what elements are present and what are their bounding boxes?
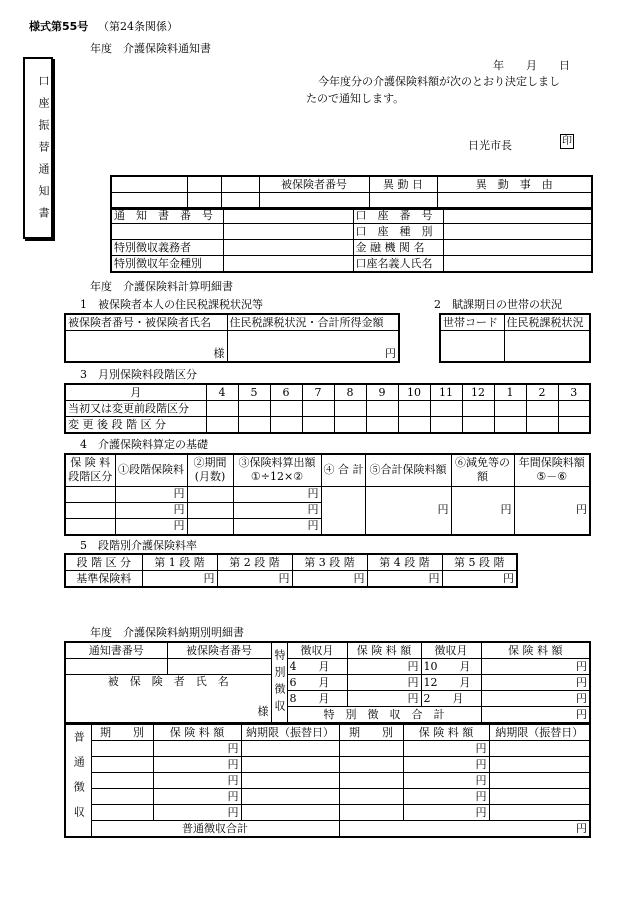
grade-cell[interactable] [526,417,558,434]
month-r: 12 月 [421,675,481,691]
grade-cell[interactable] [302,401,334,417]
normal-collection-cell[interactable] [91,773,153,789]
grade-cell[interactable] [334,401,366,417]
month-l: 6 月 [287,675,347,691]
section4-title: 4 介護保険料算定の基礎 [80,438,208,451]
due-date-header-2: 納期限（振替日） [489,724,590,741]
grade-cell[interactable] [302,417,334,434]
tax-status-table [64,313,400,363]
annual-premium-cell[interactable]: 円 [514,486,590,535]
normal-collection-cell[interactable]: 円 [153,773,241,789]
normal-collection-cell[interactable]: 円 [153,789,241,805]
grade-cell[interactable] [238,417,270,434]
s4-header-3: ③保険料算出額 ①÷12×② [233,454,321,486]
calc-title: 年度 介護保険料計算明細書 [90,280,233,293]
amount-cell[interactable]: 円 [481,691,590,707]
insured-name-label: 被 保 険 者 氏 名 [107,675,229,688]
grade-cell[interactable] [398,401,430,417]
notice-info-table [110,175,593,210]
honorific: 様 [257,705,269,718]
grade-cell[interactable] [430,401,462,417]
rate-cell[interactable]: 円 [142,571,217,588]
normal-collection-cell[interactable] [489,789,590,805]
month-2: 2 [526,384,558,401]
month-1: 1 [494,384,526,401]
amount-header: 保 険 料 額 [347,642,421,659]
account-info-table [110,207,593,273]
normal-collection-cell[interactable] [339,757,403,773]
pension-type-value[interactable] [223,256,353,273]
amount-header-2: 保 険 料 額 [481,642,590,659]
notice-no-value[interactable] [223,208,353,224]
notice-text-2: たので通知します。 [306,92,405,105]
calc-basis-table [64,453,591,536]
special-collection-table [64,641,591,724]
calc-amount-cell[interactable]: 円 [233,502,321,518]
initial-grade-label: 当初又は変更前段階区分 [65,401,206,417]
mayor-label: 日光市長 [468,139,512,152]
form-reference: （第24条関係） [98,20,178,33]
s5-header-3: 第 3 段 階 [292,554,367,571]
grade-premium-cell[interactable]: 円 [115,486,187,502]
withholder-value[interactable] [223,240,353,256]
notice-no-header: 通知書番号 [65,642,167,659]
section5-title: 5 段階別介護保険料率 [80,539,197,552]
month-4: 4 [206,384,238,401]
grade-cell[interactable] [238,401,270,417]
s4-header-4: ④ 合 計 [321,454,365,486]
grade-cell[interactable] [462,401,494,417]
month-5: 5 [238,384,270,401]
normal-collection-cell[interactable]: 円 [403,789,489,805]
normal-collection-cell[interactable] [489,741,590,757]
month-8: 8 [334,384,366,401]
grade-cell[interactable] [462,417,494,434]
pension-type-label: 特別徴収年金種別 [111,256,223,273]
form-number: 様式第55号 [29,20,89,33]
normal-collection-cell[interactable] [91,789,153,805]
normal-collection-cell[interactable] [489,757,590,773]
grade-cell[interactable] [270,417,302,434]
grade-cell[interactable] [206,417,238,434]
change-reason-header: 異 動 事 由 [437,176,592,193]
section2-title: 2 賦課期日の世帯の状況 [434,298,562,311]
side-label-box [23,57,53,239]
normal-collection-cell[interactable] [241,741,339,757]
calc-amount-cell[interactable]: 円 [233,518,321,535]
normal-collection-cell[interactable] [489,773,590,789]
normal-collection-cell[interactable]: 円 [403,741,489,757]
side-label: 口座振替通知書 [37,75,50,229]
household-code-value[interactable] [440,331,504,363]
s1-name-cell[interactable] [65,331,227,363]
s4-header-5: ⑤合計保険料額 [365,454,451,486]
normal-collection-cell[interactable] [241,789,339,805]
grade-cell[interactable] [334,417,366,434]
rate-table [64,553,518,588]
total-premium-cell[interactable]: 円 [365,486,451,535]
section3-title: 3 月別保険料段階区分 [80,368,197,381]
grade-premium-cell[interactable]: 円 [115,502,187,518]
total-cell[interactable] [321,486,365,535]
changed-grade-label: 変 更 後 段 階 区 分 [65,417,206,434]
normal-collection-cell[interactable]: 円 [153,805,241,821]
payment-title: 年度 介護保険料納期別明細書 [90,626,244,639]
normal-collection-cell[interactable] [91,741,153,757]
month-12: 12 [462,384,494,401]
amount-cell[interactable]: 円 [347,659,421,675]
seal-box: 印 [562,136,572,147]
special-total-value[interactable]: 円 [481,707,590,724]
collect-month-header: 徴収月 [287,642,347,659]
normal-collection-cell[interactable]: 円 [403,757,489,773]
normal-collection-cell[interactable] [91,805,153,821]
amount-cell[interactable]: 円 [347,691,421,707]
normal-collection-cell[interactable]: 円 [153,741,241,757]
normal-collection-cell[interactable]: 円 [403,773,489,789]
collect-month-header-2: 徴収月 [421,642,481,659]
normal-collection-cell[interactable] [339,773,403,789]
account-holder-label: 口座名義人氏名 [353,256,443,273]
period-cell[interactable] [187,502,233,518]
month-l: 8 月 [287,691,347,707]
grade-cell[interactable] [270,401,302,417]
normal-collection-label: 普通徴収 [72,730,86,831]
amount-cell[interactable]: 円 [347,675,421,691]
change-date-header: 異 動 日 [369,176,437,193]
s4-header-6: ⑥減免等の 額 [451,454,514,486]
s4-header-7: 年間保険料額 ⑤－⑥ [514,454,590,486]
insured-no-header: 被保険者番号 [167,642,271,659]
month-7: 7 [302,384,334,401]
s1-header-name: 被保険者番号・被保険者氏名 [65,314,227,331]
month-r: 2 月 [421,691,481,707]
calc-amount-cell[interactable]: 円 [233,486,321,502]
normal-total-value[interactable]: 円 [339,821,590,838]
s5-header-2: 第 2 段 階 [217,554,292,571]
amount-cell[interactable]: 円 [481,659,590,675]
grade-cell[interactable] [366,401,398,417]
normal-collection-cell[interactable] [241,757,339,773]
month-r: 10 月 [421,659,481,675]
notice-no-label: 通 知 書 番 号 [111,208,223,224]
month-11: 11 [430,384,462,401]
month-l: 4 月 [287,659,347,675]
normal-collection-cell[interactable] [339,741,403,757]
s5-header-0: 段 階 区 分 [65,554,142,571]
grade-cell[interactable] [526,401,558,417]
account-number-value[interactable] [443,208,592,224]
month-3: 3 [558,384,590,401]
period-cell[interactable] [187,518,233,535]
s5-header-5: 第 5 段 階 [442,554,517,571]
bank-name-value[interactable] [443,240,592,256]
household-table [439,313,591,363]
special-collection-label: 特別徴収 [273,648,286,717]
notice-no-value[interactable] [65,659,167,675]
withholder-label: 特別徴収義務者 [111,240,223,256]
grade-cell[interactable] [494,401,526,417]
insured-number-header: 被保険者番号 [259,176,369,193]
period-header-2: 期 別 [339,724,403,741]
standard-premium-label: 基準保険料 [65,571,142,588]
normal-collection-cell[interactable] [241,773,339,789]
rate-cell[interactable]: 円 [367,571,442,588]
account-number-label: 口 座 番 号 [353,208,443,224]
account-holder-value[interactable] [443,256,592,273]
s2-header-tax: 住民税課税状況 [504,314,590,331]
normal-collection-cell[interactable] [339,805,403,821]
month-6: 6 [270,384,302,401]
amount-cell[interactable]: 円 [481,675,590,691]
normal-collection-cell[interactable] [91,757,153,773]
normal-collection-cell[interactable] [339,789,403,805]
account-type-label: 口 座 種 別 [353,224,443,240]
grade-cell[interactable] [558,417,590,434]
s5-header-1: 第 1 段 階 [142,554,217,571]
period-header: 期 別 [91,724,153,741]
premium-header-2: 保 険 料 額 [403,724,489,741]
normal-total-label: 普通徴収合計 [91,821,339,838]
s2-header-code: 世帯コード [440,314,504,331]
page-title: 年度 介護保険料通知書 [90,42,211,55]
yen-unit: 円 [385,347,396,360]
reduction-cell[interactable]: 円 [451,486,514,535]
insured-no-value[interactable] [167,659,271,675]
date-field: 年 月 日 [493,59,570,72]
grade-cell[interactable] [366,417,398,434]
s4-header-1: ①段階保険料 [115,454,187,486]
normal-collection-cell[interactable]: 円 [153,757,241,773]
monthly-grade-table [64,383,591,434]
grade-cell[interactable] [494,417,526,434]
premium-header: 保 険 料 額 [153,724,241,741]
notice-text-1: 今年度分の介護保険料額が次のとおり決定しまし [318,75,560,88]
rate-cell[interactable]: 円 [442,571,517,588]
rate-cell[interactable]: 円 [292,571,367,588]
special-total-label: 特 別 徴 収 合 計 [287,707,481,724]
grade-cell[interactable] [430,417,462,434]
month-header: 月 [65,384,206,401]
due-date-header: 納期限（振替日） [241,724,339,741]
account-type-value[interactable] [443,224,592,240]
grade-premium-cell[interactable]: 円 [115,518,187,535]
normal-collection-cell[interactable]: 円 [403,805,489,821]
insured-name-cell[interactable] [65,675,271,724]
s4-header-2: ②期間 (月数) [187,454,233,486]
month-9: 9 [366,384,398,401]
grade-cell[interactable] [398,417,430,434]
s5-header-4: 第 4 段 階 [367,554,442,571]
s1-header-tax: 住民税課税状況・合計所得金額 [227,314,399,331]
grade-cell[interactable] [206,401,238,417]
normal-collection-cell[interactable] [241,805,339,821]
household-tax-value[interactable] [504,331,590,363]
normal-collection-cell[interactable] [489,805,590,821]
honorific: 様 [213,347,225,360]
normal-collection-table [64,723,591,838]
month-10: 10 [398,384,430,401]
grade-cell[interactable] [558,401,590,417]
rate-cell[interactable]: 円 [217,571,292,588]
bank-name-label: 金 融 機 関 名 [353,240,443,256]
s1-income-cell[interactable] [227,331,399,363]
section1-title: 1 被保険者本人の住民税課税状況等 [80,298,263,311]
period-cell[interactable] [187,486,233,502]
s4-header-0: 保 険 料 段階区分 [65,454,115,486]
